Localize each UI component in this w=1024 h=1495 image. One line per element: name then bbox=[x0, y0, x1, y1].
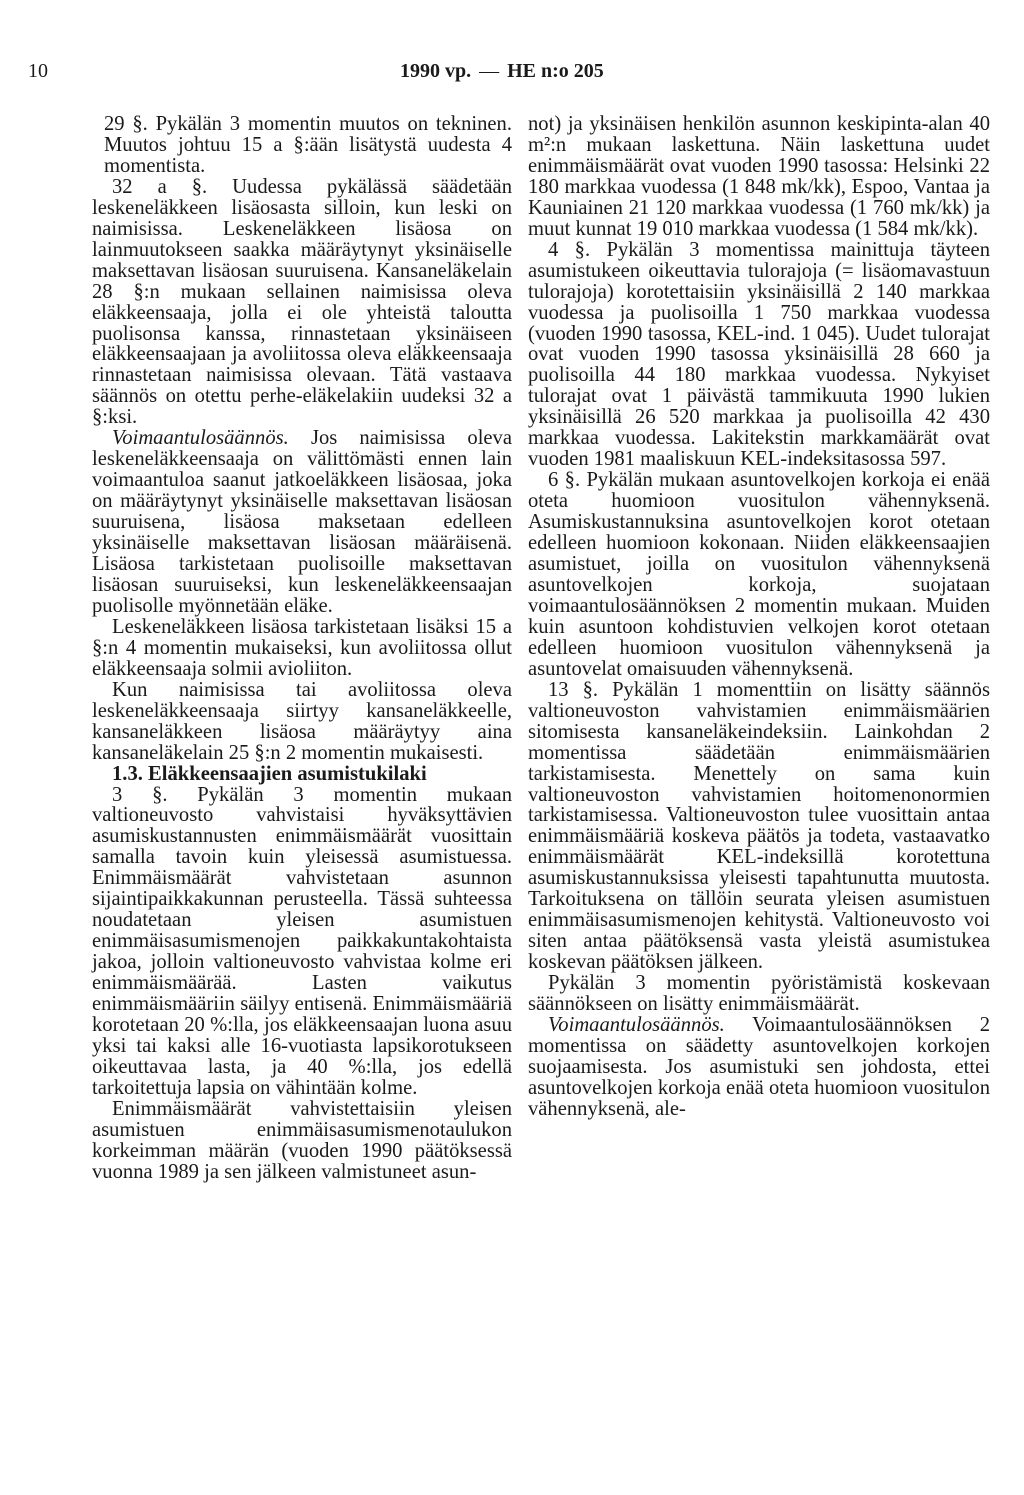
paragraph-13: 13 §. Pykälän 1 momenttiin on lisätty säännös valtioneuvoston vahvistamien enimmäismäärien sitomisesta kansaneläkeindeksiin. Lainkohdan 2 momentissa säädetään enimmäismäärien tarkistamisesta. Menettely on sama kuin valtioneuvoston vahvistamien hoitomenonormien tarkistamisessa. Valtioneuvoston tulee vuosittain antaa enimmäismääriä koskeva päätös ja todeta, vastaavatko enimmäismäärät KEL-indeksillä korotettuna asumiskustannuksissa yleisesti tapahtunutta muutosta. Tarkoituksena on tällöin seurata yleisen asumistuen enimmäisasumismenojen kehitystä. Valtioneuvosto voi siten antaa päätöksensä vasta yleistä asumistukea koskevan päätöksen jälkeen. bbox=[528, 678, 990, 974]
page-number: 10 bbox=[28, 60, 48, 82]
paragraph-3: 3 §. Pykälän 3 momentin mukaan valtioneuvosto vahvistaisi hyväksyttävien asumiskustannusten enimmäismäärät vuosittain samalla tavoin kuin yleisessä asumistuessa. Enimmäismäärät vahvistetaan asunnon sijaintipaikkakunnan perusteella. Tässä suhteessa noudatetaan yleisen asumistuen enimmäisasumismenojen paikkakuntakohtaista jakoa, jolloin valtioneuvosto vahvistaa kolme eri enimmäismäärää. Lasten vaikutus enimmäismääriin säilyy entisenä. Enimmäismääriä korotetaan 20 %:lla, jos eläkkeensaajan luona asuu yksi tai kaksi alle 16-vuotiasta lapsikorotukseen oikeuttavaa lasta, ja 40 %:lla, jos edellä tarkoitettuja lapsia on vähintään kolme. bbox=[92, 783, 512, 1099]
paragraph-rounding: Pykälän 3 momentin pyöristämistä koskevaan säännökseen on lisätty enimmäismäärät. bbox=[528, 972, 990, 1016]
entry-into-force-label-right: Voimaantulosäännös. bbox=[548, 1013, 725, 1036]
paragraph-maximum-amounts: Enimmäismäärät vahvistettaisiin yleisen asumistuen enimmäisasumismenotaulukon korkeimman määrän (vuoden 1990 päätöksessä vuonna 1989 ja sen jälkeen valmistuneet asun- bbox=[92, 1097, 512, 1183]
right-column bbox=[528, 114, 990, 1120]
paragraph-6: 6 §. Pykälän mukaan asuntovelkojen korkoja ei enää oteta huomioon vuositulon vähennyksenä. Asumiskustannuksina asuntovelkojen korot otetaan edelleen huomioon kokonaan. Niiden eläkkeensaajien asumistuet, joilla on vuositulon vähennyksenä asuntovelkojen korkoja, suojataan voimaantulosäännöksen 2 momentin mukaan. Muiden kuin asuntoon kohdistuvien velkojen korot otetaan edelleen huomioon vuositulon vähennyksenä ja asuntovelat omaisuuden vähennyksenä. bbox=[528, 469, 990, 680]
section-heading: 1.3. Eläkkeensaajien asumistukilaki bbox=[112, 762, 427, 785]
paragraph-32a: 32 a §. Uudessa pykälässä säädetään leskeneläkkeen lisäosasta silloin, kun leski on naimisissa. Leskeneläkkeen lisäosa on lainmuutokseen saakka määräytynyt yksinäiselle maksettavan lisäosan suuruisena. Kansaneläkelain 28 §:n mukaan sellainen naimisissa oleva eläkkeensaaja, jolla ei ole yhteistä taloutta puolisonsa kanssa, rinnastetaan yksinäiseen eläkkeensaajaan ja avoliitossa oleva eläkkeensaaja rinnastetaan naimisissa olevaan. Tätä vastaava säännös on otettu perhe-eläkelakiin uudeksi 32 a §:ksi. bbox=[92, 175, 512, 429]
entry-into-force-text-right: Voimaantulosäännöksen 2 momentissa on säädetty asuntovelkojen korkojen suojaamisesta. Jos asumistuki sen johdosta, ettei asuntovelkojen korkoja enää oteta huomioon vuositulon vähennyksenä, ale- bbox=[528, 1013, 990, 1120]
entry-into-force-label: Voimaantulosäännös. bbox=[112, 427, 289, 450]
left-column bbox=[92, 114, 512, 1183]
paragraph-national-pension: Kun naimisissa tai avoliitossa oleva leskeneläkkeensaaja siirtyy kansaneläkkeelle, kansaneläkkeen lisäosa määräytyy aina kansaneläkelain 25 §:n 2 momentin mukaisesti. bbox=[92, 678, 512, 764]
running-head bbox=[400, 60, 604, 83]
paragraph-29: 29 §. Pykälän 3 momentin muutos on tekninen. Muutos johtuu 15 a §:ään lisätystä uudesta 4 momentista. bbox=[104, 113, 512, 177]
paragraph-entry-into-force-left bbox=[92, 428, 512, 617]
paragraph-widow-supplement: Leskeneläkkeen lisäosa tarkistetaan lisäksi 15 a §:n 4 momentin mukaiseksi, kun avoliitossa ollut eläkkeensaaja solmii avioliiton. bbox=[92, 615, 512, 680]
paragraph-entry-into-force-right bbox=[528, 1015, 990, 1120]
entry-into-force-text: Jos naimisissa oleva leskeneläkkeensaaja on välittömästi ennen lain voimaantuloa saanut jatkoeläkkeen lisäosaa, joka on määräytynyt yksinäiselle maksettavan lisäosan suuruisena, lisäosa maksetaan edelleen yksinäiselle maksettavan lisäosan määräisenä. Lisäosa tarkistetaan puolisoille maksettavan lisäosan suuruiseksi, kun leskeneläkkeensaajan puolisolle myönnetään eläke. bbox=[92, 427, 512, 617]
document-id: HE n:o 205 bbox=[507, 60, 604, 82]
page-header bbox=[0, 60, 1024, 90]
document-year: 1990 vp. bbox=[400, 60, 472, 82]
paragraph-4: 4 §. Pykälän 3 momentissa mainittuja täyteen asumistukeen oikeuttavia tulorajoja (= lisäomavastuun tulorajoja) korotettaisiin yksinäisillä 2 140 markkaa vuodessa ja puolisoilla 1 750 markkaa vuodessa (vuoden 1990 tasossa, KEL-ind. 1 045). Uudet tulorajat ovat vuoden 1990 tasossa yksinäisillä 28 660 ja puolisoilla 44 180 markkaa vuodessa. Nykyiset tulorajat ovat 1 päivästä tammikuuta 1990 lukien yksinäisillä 26 520 markkaa ja puolisoilla 42 430 markkaa vuodessa. Lakitekstin markkamäärät ovat vuoden 1981 maaliskuun KEL-indeksitasossa 597. bbox=[528, 238, 990, 471]
paragraph-continuation: not) ja yksinäisen henkilön asunnon keskipinta-alan 40 m²:n mukaan laskettuna. Näin laskettuna uudet enimmäismäärät ovat vuoden 1990 tasossa: Helsinki 22 180 markkaa vuodessa (1 848 mk/kk), Espoo, Vantaa ja Kauniainen 21 120 markkaa vuodessa (1 760 mk/kk) ja muut kunnat 19 010 markkaa vuodessa (1 584 mk/kk). bbox=[528, 113, 990, 240]
header-separator: — bbox=[479, 60, 500, 82]
